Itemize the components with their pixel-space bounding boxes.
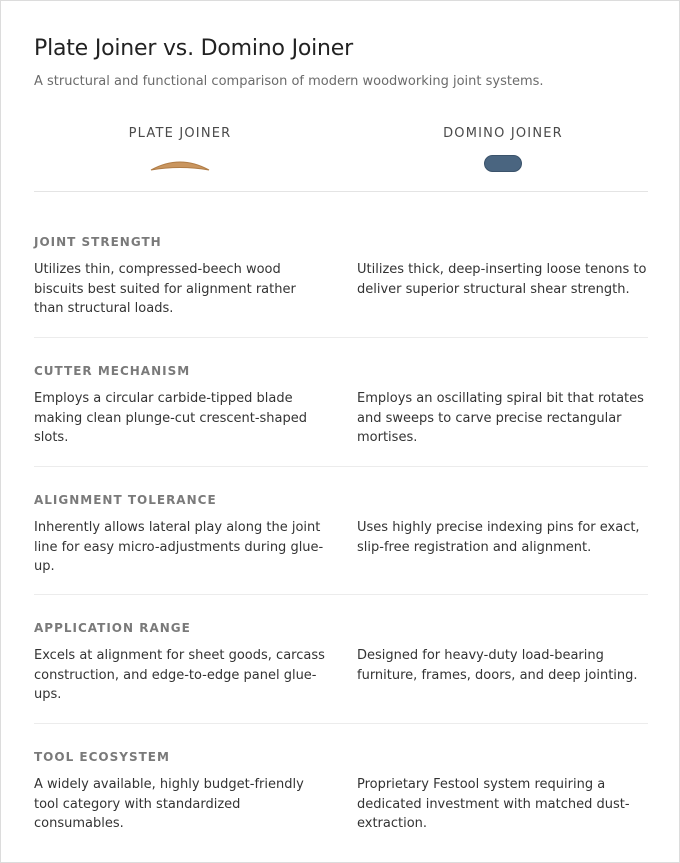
plate-joiner-cell: Inherently allows lateral play along the joint line for easy micro-adjustments during glue-up.	[34, 520, 324, 575]
domino-joiner-cell: Designed for heavy-duty load-bearing furniture, frames, doors, and deep jointing.	[357, 648, 638, 683]
page-title: Plate Joiner vs. Domino Joiner	[34, 36, 353, 61]
row-label: CUTTER MECHANISM	[34, 364, 191, 378]
comparison-row-application-range	[34, 621, 648, 706]
plate-joiner-cell: Excels at alignment for sheet goods, carcass construction, and edge-to-edge panel glue-ups.	[34, 648, 325, 703]
row-divider	[34, 723, 648, 724]
biscuit-icon	[149, 157, 211, 173]
comparison-row-alignment-tolerance	[34, 493, 648, 578]
row-label: ALIGNMENT TOLERANCE	[34, 493, 217, 507]
page-subtitle: A structural and functional comparison of modern woodworking joint systems.	[34, 74, 544, 89]
domino-joiner-cell: Utilizes thick, deep-inserting loose tenons to deliver superior structural shear strength.	[357, 262, 647, 297]
row-label: APPLICATION RANGE	[34, 621, 191, 635]
plate-joiner-cell: Employs a circular carbide-tipped blade making clean plunge-cut crescent-shaped slots.	[34, 391, 308, 446]
header-divider	[34, 191, 648, 192]
row-divider	[34, 594, 648, 595]
row-label: TOOL ECOSYSTEM	[34, 750, 170, 764]
column-header-plate-joiner: PLATE JOINER	[128, 126, 232, 141]
comparison-row-tool-ecosystem	[34, 750, 648, 835]
row-divider	[34, 337, 648, 338]
domino-joiner-cell: Employs an oscillating spiral bit that rotates and sweeps to carve precise rectangular mortises.	[357, 391, 644, 446]
comparison-row-cutter-mechanism	[34, 364, 648, 449]
row-divider	[34, 466, 648, 467]
plate-joiner-cell: A widely available, highly budget-friendly tool category with standardized consumables.	[34, 777, 304, 832]
domino-joiner-cell: Uses highly precise indexing pins for exact, slip-free registration and alignment.	[357, 520, 640, 555]
domino-joiner-cell: Proprietary Festool system requiring a dedicated investment with matched dust-extraction.	[357, 777, 630, 832]
domino-tenon-icon	[484, 155, 522, 172]
column-header-domino-joiner: DOMINO JOINER	[443, 126, 563, 141]
row-label: JOINT STRENGTH	[34, 235, 162, 249]
plate-joiner-cell: Utilizes thin, compressed-beech wood biscuits best suited for alignment rather than structural loads.	[34, 262, 296, 317]
comparison-row-joint-strength	[34, 235, 648, 320]
